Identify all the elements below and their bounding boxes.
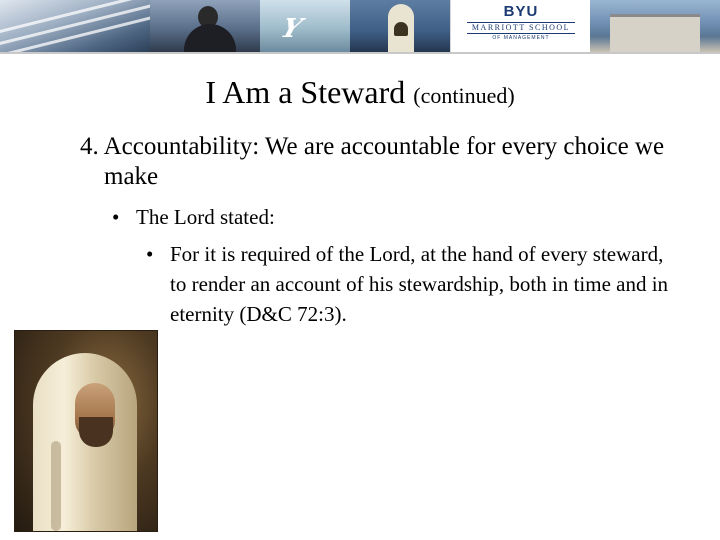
quote-bullet [146,239,676,329]
sub-bullet-text: The Lord stated: [136,205,275,229]
header-banner [0,0,720,52]
banner-divider [0,52,720,54]
slide-title-suffix: (continued) [413,83,515,108]
sub-bullet [112,203,672,231]
byu-marriott-logo: BYU MARRIOTT SCHOOL OF MANAGEMENT [463,3,579,49]
bullet-icon: • [146,242,154,266]
slide-title [0,72,720,116]
main-point [80,132,680,192]
main-point-text: 4. Accountability: We are accountable for every choice we make [80,133,665,190]
bullet-icon: • [112,205,120,229]
slide-title-text: I Am a Steward [205,74,406,110]
banner-photo-bell-tower [350,0,450,52]
christ-painting [14,330,158,532]
banner-photo-abstract [0,0,150,52]
banner-logo-panel [450,0,592,52]
quote-text: For it is required of the Lord, at the hand of every steward, to render an account of his stewardship, both in time and in eternity (D&C 72:3). [170,242,669,326]
banner-photo-building [590,0,720,52]
banner-photo-statue [150,0,260,52]
banner-photo-mountain-y: Y [260,0,350,52]
